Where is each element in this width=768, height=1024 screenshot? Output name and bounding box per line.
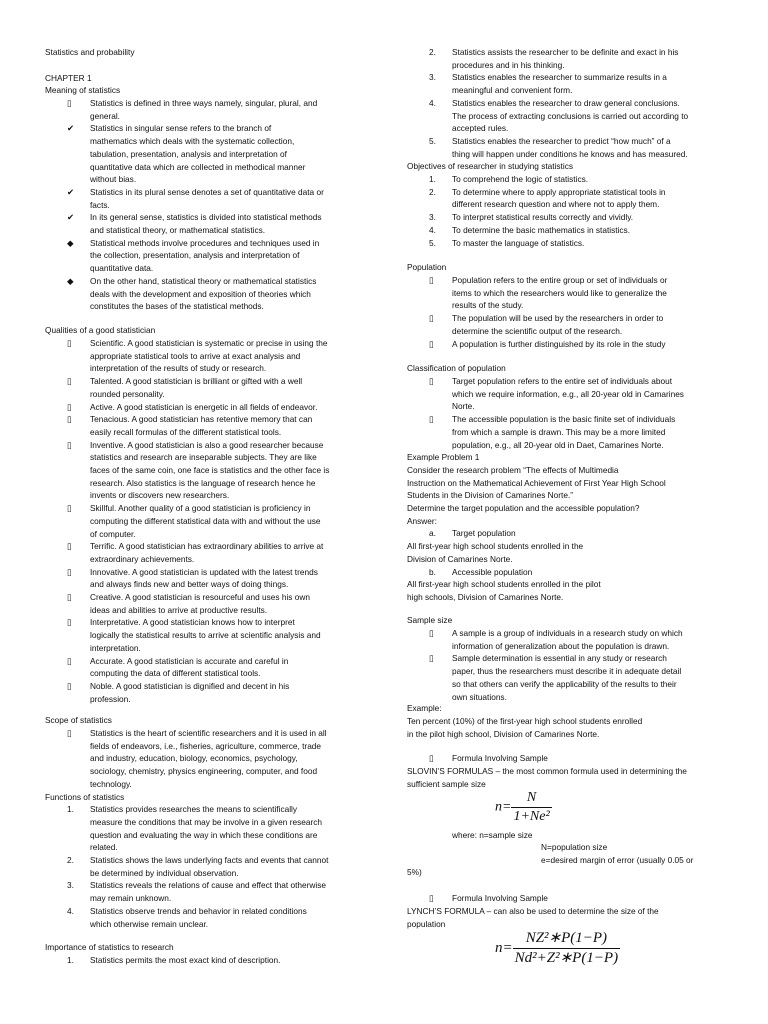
- objective-item-text: To determine the basic mathematics in statistics.: [452, 224, 630, 235]
- sample-item-text: so that others can verify the applicability of the results to their: [452, 678, 677, 689]
- meaning-item-text: tabulation, presentation, analysis and interpretation of: [90, 148, 287, 159]
- sample-item-text: own situations.: [452, 691, 507, 702]
- scope-item-text: technology.: [90, 778, 132, 789]
- slovin-text: sufficient sample size: [407, 778, 486, 789]
- quality-item-text: easily recall formulas of the different statistical tools.: [90, 426, 282, 437]
- section-heading: Functions of statistics: [45, 791, 125, 802]
- example-text: in the pilot high school, Division of Camarines Norte.: [407, 728, 600, 739]
- example-text: Students in the Division of Camarines Norte.”: [407, 490, 574, 501]
- scope-item-text: sociology, chemistry, physics engineering, computer, and food: [90, 766, 318, 777]
- scope-item-text: Statistics is the heart of scientific researchers and it is used in all: [90, 728, 327, 738]
- meaning-item-text: On the other hand, statistical theory or mathematical statistics: [90, 275, 317, 286]
- example-text: Instruction on the Mathematical Achievement of First Year High School: [407, 477, 666, 488]
- objective-item-text: different research question and where not to apply them.: [452, 199, 660, 210]
- quality-item-text: and always finds new and better ways of doing things.: [90, 579, 289, 590]
- quality-item-text: statistics and research are inseparable subjects. They are like: [90, 452, 317, 463]
- meaning-item-bullet: ✔: [67, 123, 74, 134]
- sample-item-bullet: ▯: [429, 628, 434, 638]
- function-item-bullet: 3.: [67, 880, 74, 891]
- objective-item-text: To interpret statistical results correctly and vividly.: [452, 212, 634, 223]
- where-e2: 5%): [407, 867, 422, 877]
- meaning-item-bullet: ▯: [67, 98, 72, 108]
- quality-item-text: Scientific. A good statistician is systematic or precise in using the: [90, 338, 328, 348]
- function-item-text: Statistics observe trends and behavior in related conditions: [90, 905, 307, 916]
- importance-item-bullet: 2.: [429, 47, 436, 57]
- function-item-bullet: 2.: [67, 855, 74, 865]
- importance-item-bullet: 1.: [67, 955, 74, 965]
- classification-item-text: population, e.g., all 20-year old in Daet, Camarines Norte.: [452, 439, 664, 450]
- objective-item-text: To determine where to apply appropriate statistical tools in: [452, 186, 666, 197]
- where-n: N=population size: [541, 842, 608, 852]
- section-heading: Importance of statistics to research: [45, 942, 174, 952]
- meaning-item-bullet: ◆: [67, 237, 74, 248]
- slovin-formula: [495, 789, 552, 825]
- objective-item-bullet: 4.: [429, 224, 436, 235]
- population-item-text: Population refers to the entire group or set of individuals or: [452, 275, 668, 285]
- function-item-text: question and evaluating the way in which these conditions are: [90, 829, 318, 840]
- scope-item-text: and industry, education, biology, economics, psychology,: [90, 753, 298, 764]
- meaning-item-text: constitutes the bases of the statistical methods.: [90, 301, 264, 312]
- lynch-text: LYNCH’S FORMULA – can also be used to determine the size of the: [407, 906, 659, 916]
- meaning-item-text: In its general sense, statistics is divided into statistical methods: [90, 212, 322, 223]
- answer-text: Division of Camarines Norte.: [407, 553, 513, 564]
- formula-bullet: ▯: [429, 753, 434, 763]
- quality-item-text: Terrific. A good statistician has extraordinary abilities to arrive at: [90, 541, 324, 552]
- importance-item-text: Statistics enables the researcher to summarize results in a: [452, 72, 667, 83]
- function-item-text: Statistics shows the laws underlying facts and events that cannot: [90, 855, 329, 865]
- chapter-heading: CHAPTER 1: [45, 73, 92, 83]
- objective-item-bullet: 5.: [429, 237, 436, 248]
- formula-label: Formula Involving Sample: [452, 753, 548, 763]
- answer-a-label: a.: [429, 528, 436, 539]
- objective-item-bullet: 3.: [429, 212, 436, 223]
- meaning-item-text: Statistical methods involve procedures and techniques used in: [90, 237, 320, 248]
- example-text: Ten percent (10%) of the first-year high school students enrolled: [407, 716, 643, 726]
- example-label: Example:: [407, 703, 442, 713]
- quality-item-bullet: ▯: [67, 401, 72, 412]
- section-heading: Population: [407, 262, 447, 272]
- quality-item-text: Talented. A good statistician is brilliant or gifted with a well: [90, 376, 303, 387]
- section-heading: Meaning of statistics: [45, 85, 121, 95]
- quality-item-text: profession.: [90, 693, 131, 704]
- quality-item-text: appropriate statistical tools to arrive at exact analysis and: [90, 350, 301, 361]
- population-item-bullet: ▯: [429, 313, 434, 324]
- quality-item-text: invents or discovers new researchers.: [90, 490, 230, 501]
- importance-item-text: accepted rules.: [452, 123, 509, 134]
- formula-fraction: [511, 789, 551, 825]
- example-heading: Example Problem 1: [407, 452, 480, 463]
- quality-item-text: Noble. A good statistician is dignified and decent in his: [90, 680, 290, 691]
- function-item-text: measure the conditions that may be involve in a given research: [90, 816, 322, 827]
- population-item-text: determine the scientific output of the research.: [452, 325, 623, 336]
- function-item-text: be determined by individual observation.: [90, 867, 239, 878]
- importance-item-bullet: 5.: [429, 135, 436, 146]
- formula-denominator: Nd²+Z²∗P(1−P): [514, 949, 619, 966]
- meaning-item-bullet: ◆: [67, 275, 74, 286]
- quality-item-bullet: ▯: [67, 655, 72, 666]
- meaning-item-text: and statistical theory, or mathematical statistics.: [90, 225, 266, 235]
- quality-item-text: interpretation of the results of study or research.: [90, 363, 267, 374]
- formula-lhs: n=: [495, 939, 513, 956]
- function-item-text: related.: [90, 842, 118, 853]
- quality-item-bullet: ▯: [67, 376, 72, 387]
- answer-a-title: Target population: [452, 528, 516, 539]
- function-item-text: which otherwise remain unclear.: [90, 918, 209, 929]
- section-heading: Scope of statistics: [45, 715, 112, 725]
- lynch-formula: [495, 929, 620, 968]
- quality-item-text: computing the data of different statistical tools.: [90, 668, 261, 679]
- meaning-item-text: the collection, presentation, analysis and interpretation of: [90, 250, 300, 261]
- objective-item-text: To master the language of statistics.: [452, 237, 585, 248]
- quality-item-text: Interpretative. A good statistician knows how to interpret: [90, 617, 295, 628]
- answer-label: Answer:: [407, 515, 437, 526]
- quality-item-text: extraordinary achievements.: [90, 553, 195, 564]
- population-item-text: results of the study.: [452, 300, 524, 311]
- quality-item-text: Skillful. Another quality of a good statistician is proficiency in: [90, 503, 311, 514]
- meaning-item-text: facts.: [90, 199, 110, 210]
- meaning-item-text: Statistics is defined in three ways namely, singular, plural, and: [90, 98, 318, 108]
- quality-item-bullet: ▯: [67, 503, 72, 514]
- quality-item-bullet: ▯: [67, 680, 72, 691]
- quality-item-text: Creative. A good statistician is resourceful and uses his own: [90, 592, 310, 602]
- population-item-bullet: ▯: [429, 338, 434, 349]
- importance-item-text: Statistics assists the researcher to be definite and exact in his: [452, 47, 679, 57]
- population-item-text: The population will be used by the researchers in order to: [452, 313, 664, 324]
- quality-item-text: Inventive. A good statistician is also a good researcher because: [90, 439, 324, 450]
- importance-item-text: thing will happen under conditions he knows and has measured.: [452, 148, 688, 159]
- example-text: Determine the target population and the accessible population?: [407, 503, 640, 513]
- classification-item-text: from which a sample is drawn. This may be a more limited: [452, 426, 666, 437]
- importance-item-text: Statistics enables the researcher to predict “how much” of a: [452, 135, 671, 146]
- meaning-item-text: Statistics in singular sense refers to the branch of: [90, 123, 272, 134]
- formula-bullet: ▯: [429, 893, 434, 903]
- quality-item-bullet: ▯: [67, 541, 72, 552]
- quality-item-text: of computer.: [90, 528, 136, 539]
- section-heading: Objectives of researcher in studying statistics: [407, 161, 574, 172]
- function-item-text: Statistics reveals the relations of cause and effect that otherwise: [90, 880, 326, 891]
- classification-item-text: The accessible population is the basic finite set of individuals: [452, 414, 676, 425]
- answer-text: All first-year high school students enrolled in the pilot: [407, 579, 601, 590]
- meaning-item-text: mathematics which deals with the systematic collection,: [90, 136, 295, 147]
- quality-item-text: Active. A good statistician is energetic in all fields of endeavor.: [90, 401, 318, 412]
- classification-item-bullet: ▯: [429, 414, 434, 425]
- where-text: where: n=sample size: [452, 830, 533, 840]
- quality-item-text: faces of the same coin, one face is statistics and the other face is: [90, 465, 330, 475]
- quality-item-bullet: ▯: [67, 566, 72, 577]
- sample-item-text: A sample is a group of individuals in a research study on which: [452, 628, 683, 638]
- meaning-item-text: quantitative data which are collected in methodical manner: [90, 161, 306, 172]
- scope-item-text: fields of endeavors, i.e., fisheries, agriculture, commerce, trade: [90, 740, 322, 751]
- quality-item-text: research. Also statistics is the language of research hence he: [90, 477, 316, 488]
- answer-b-title: Accessible population: [452, 566, 533, 577]
- where-e: e=desired margin of error (usually 0.05 or: [541, 855, 694, 865]
- quality-item-text: rounded personality.: [90, 388, 165, 399]
- quality-item-bullet: ▯: [67, 592, 72, 602]
- formula-fraction: [513, 929, 620, 968]
- objective-item-bullet: 2.: [429, 186, 436, 197]
- answer-b-label: b.: [429, 566, 436, 577]
- answer-text: high schools, Division of Camarines Norte.: [407, 591, 564, 602]
- quality-item-text: logically the statistical results to arrive at scientific analysis and: [90, 630, 321, 641]
- quality-item-bullet: ▯: [67, 414, 72, 425]
- answer-text: All first-year high school students enrolled in the: [407, 541, 584, 552]
- function-item-text: may remain unknown.: [90, 893, 172, 904]
- meaning-item-text: general.: [90, 110, 120, 121]
- importance-item-text: procedures and in his thinking.: [452, 59, 565, 70]
- meaning-item-text: without bias.: [90, 174, 137, 185]
- section-heading: Classification of population: [407, 363, 506, 373]
- classification-item-text: Norte.: [452, 401, 475, 412]
- quality-item-text: Accurate. A good statistician is accurate and careful in: [90, 655, 289, 666]
- example-text: Consider the research problem “The effects of Multimedia: [407, 464, 619, 475]
- quality-item-text: computing the different statistical data with and without the use: [90, 515, 321, 526]
- meaning-item-text: quantitative data.: [90, 263, 154, 274]
- objective-item-bullet: 1.: [429, 174, 436, 184]
- section-heading: Qualities of a good statistician: [45, 325, 156, 335]
- quality-item-bullet: ▯: [67, 617, 72, 628]
- objective-item-text: To comprehend the logic of statistics.: [452, 174, 589, 184]
- sample-item-bullet: ▯: [429, 653, 434, 664]
- formula-label: Formula Involving Sample: [452, 893, 548, 903]
- population-item-text: items to which the researchers would like to generalize the: [452, 287, 667, 298]
- importance-item-bullet: 3.: [429, 72, 436, 83]
- lynch-text: population: [407, 918, 446, 929]
- importance-item-bullet: 4.: [429, 97, 436, 108]
- quality-item-bullet: ▯: [67, 338, 72, 348]
- function-item-text: Statistics provides researches the means to scientifically: [90, 804, 298, 815]
- formula-denominator: 1+Ne²: [513, 808, 550, 824]
- meaning-item-text: Statistics in its plural sense denotes a set of quantitative data or: [90, 186, 324, 197]
- quality-item-text: Innovative. A good statistician is updated with the latest trends: [90, 566, 318, 577]
- population-item-bullet: ▯: [429, 275, 434, 285]
- meaning-item-bullet: ✔: [67, 186, 74, 197]
- classification-item-text: which we require information, e.g., all 20-year old in Camarines: [452, 388, 684, 399]
- classification-item-text: Target population refers to the entire set of individuals about: [452, 376, 673, 386]
- importance-item-text: meaningful and convenient form.: [452, 85, 573, 96]
- slovin-text: SLOVIN’S FORMULAS – the most common formula used in determining the: [407, 766, 687, 776]
- classification-item-bullet: ▯: [429, 376, 434, 386]
- importance-item-text: Statistics enables the researcher to draw general conclusions.: [452, 97, 680, 108]
- document-title: Statistics and probability: [45, 47, 135, 57]
- quality-item-bullet: ▯: [67, 439, 72, 450]
- quality-item-text: ideas and abilities to arrive at productive results.: [90, 604, 268, 615]
- section-heading: Sample size: [407, 615, 453, 625]
- formula-numerator: N: [511, 789, 551, 808]
- population-item-text: A population is further distinguished by its role in the study: [452, 338, 666, 349]
- sample-item-text: Sample determination is essential in any study or research: [452, 653, 667, 664]
- quality-item-text: Tenacious. A good statistician has retentive memory that can: [90, 414, 313, 425]
- function-item-bullet: 4.: [67, 905, 74, 916]
- scope-item-bullet: ▯: [67, 728, 72, 738]
- meaning-item-bullet: ✔: [67, 212, 74, 223]
- sample-item-text: paper, thus the researchers must describe it in adequate detail: [452, 666, 682, 677]
- importance-item-text: Statistics permits the most exact kind of description.: [90, 955, 281, 965]
- meaning-item-text: deals with the development and exposition of theories which: [90, 288, 311, 299]
- importance-item-text: The process of extracting conclusions is carried out according to: [452, 110, 689, 121]
- sample-item-text: information of generalization about the population is drawn.: [452, 640, 670, 651]
- function-item-bullet: 1.: [67, 804, 74, 815]
- formula-lhs: n=: [495, 799, 512, 815]
- quality-item-text: interpretation.: [90, 642, 141, 653]
- formula-numerator: NZ²∗P(1−P): [513, 929, 620, 949]
